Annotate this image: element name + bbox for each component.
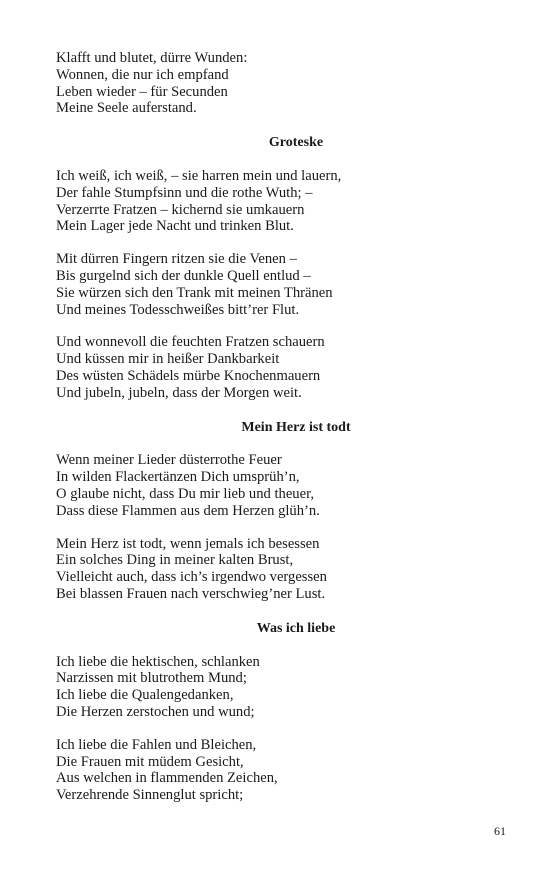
verse-line: O glaube nicht, dass Du mir lieb und theuer,	[56, 485, 314, 502]
poem-title: Groteske	[268, 135, 324, 151]
verse-line: Und wonnevoll die feuchten Fratzen schauern	[56, 334, 325, 351]
verse-line: Ich liebe die Qualengedanken,	[56, 687, 234, 704]
verse-line: Der fahle Stumpfsinn und die rothe Wuth; –	[56, 184, 313, 201]
stanza	[56, 334, 496, 401]
stanza	[56, 536, 496, 603]
verse-line: Verzerrte Fratzen – kichernd sie umkauern	[56, 201, 305, 218]
stanza	[56, 50, 496, 117]
verse-line: Mein Herz ist todt, wenn jemals ich besessen	[56, 535, 320, 552]
verse-line: Wenn meiner Lieder düsterrothe Feuer	[56, 452, 282, 469]
verse-line: Narzissen mit blutrothem Mund;	[56, 670, 247, 687]
verse-line: Des wüsten Schädels mürbe Knochenmauern	[56, 367, 321, 384]
verse-line: Klafft und blutet, dürre Wunden:	[56, 50, 248, 66]
verse-line: Meine Seele auferstand.	[56, 100, 197, 117]
stanza	[56, 452, 496, 519]
poem-title: Was ich liebe	[256, 620, 336, 636]
verse-line: Dass diese Flammen aus dem Herzen glüh’n.	[56, 502, 320, 519]
verse-line: Sie würzen sich den Trank mit meinen Thränen	[56, 284, 333, 301]
verse-line: Ich weiß, ich weiß, – sie harren mein und lauern,	[56, 167, 342, 184]
verse-line: Und meines Todesschweißes bitt’rer Flut.	[56, 301, 300, 318]
verse-line: Und jubeln, jubeln, dass der Morgen weit.	[56, 384, 302, 401]
verse-line: Mit dürren Fingern ritzen sie die Venen –	[56, 251, 297, 268]
verse-line: Vielleicht auch, dass ich’s irgendwo vergessen	[56, 569, 327, 586]
verse-line: Die Frauen mit müdem Gesicht,	[56, 753, 244, 770]
page-number: 61	[494, 824, 506, 838]
verse-line: Die Herzen zerstochen und wund;	[56, 703, 255, 720]
verse-line: In wilden Flackertänzen Dich umsprüh’n,	[56, 469, 300, 486]
verse-line: Und küssen mir in heißer Dankbarkeit	[56, 351, 280, 368]
stanza	[56, 251, 496, 318]
poem-title: Mein Herz ist todt	[241, 419, 351, 435]
poem-mein-herz-ist-todt	[56, 420, 496, 603]
poem-groteske	[56, 135, 496, 401]
verse-line: Ich liebe die hektischen, schlanken	[56, 653, 260, 670]
verse-line: Verzehrende Sinnenglut spricht;	[56, 787, 244, 804]
poem-was-ich-liebe	[56, 621, 496, 804]
verse-line: Leben wieder – für Secunden	[56, 83, 228, 100]
poem-continuation	[56, 50, 496, 117]
verse-line: Bis gurgelnd sich der dunkle Quell entlud –	[56, 267, 311, 284]
verse-line: Wonnen, die nur ich empfand	[56, 66, 229, 83]
verse-line: Ein solches Ding in meiner kalten Brust,	[56, 552, 294, 569]
verse-line: Ich liebe die Fahlen und Bleichen,	[56, 736, 257, 753]
verse-line: Mein Lager jede Nacht und trinken Blut.	[56, 218, 294, 235]
verse-line: Bei blassen Frauen nach verschwieg’ner Lust.	[56, 585, 326, 602]
verse-line: Aus welchen in flammenden Zeichen,	[56, 770, 278, 787]
stanza	[56, 168, 496, 235]
stanza	[56, 737, 496, 804]
stanza	[56, 654, 496, 721]
page-body	[56, 50, 496, 804]
